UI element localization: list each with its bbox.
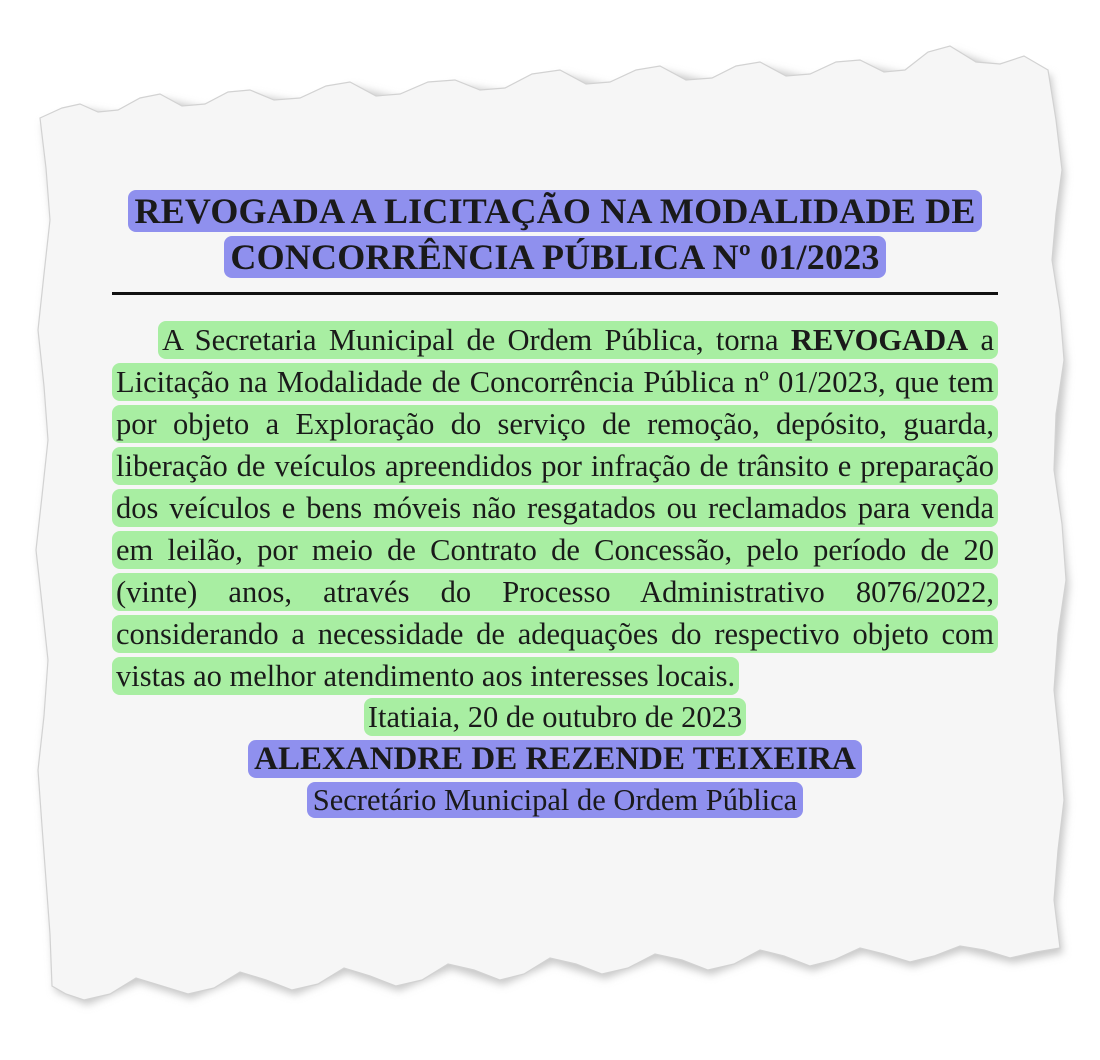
signer-role: Secretário Municipal de Ordem Pública xyxy=(307,782,803,818)
body-highlight xyxy=(112,321,998,695)
headline-divider xyxy=(112,292,998,295)
notice-document xyxy=(112,188,998,821)
notice-body xyxy=(112,319,998,697)
body-revoked-word: REVOGADA xyxy=(790,323,969,357)
headline-line-2: CONCORRÊNCIA PÚBLICA Nº 01/2023 xyxy=(224,236,885,278)
signature-block xyxy=(112,697,998,821)
headline-line-1: REVOGADA A LICITAÇÃO NA MODALIDADE DE xyxy=(128,190,981,232)
body-intro: A Secretaria Municipal de Ordem Pública, torna xyxy=(162,323,791,357)
notice-headline xyxy=(112,188,998,280)
signer-name: ALEXANDRE DE REZENDE TEIXEIRA xyxy=(248,740,862,778)
body-rest: a Licitação na Modalidade de Concorrência Pública nº 01/2023, que tem por objeto a Exploração do serviço de remoção, depósito, guarda, liberação de veículos apreendidos por infração de trânsito e preparação dos veículos e bens móveis não resgatados ou reclamados para venda em leilão, por meio de Contrato de Concessão, pelo período de 20 (vinte) anos, através do Processo Administrativo 8076/2022, considerando a necessidade de adequações do respectivo objeto com vistas ao melhor atendimento aos interesses locais. xyxy=(116,323,994,693)
place-date: Itatiaia, 20 de outubro de 2023 xyxy=(364,698,746,736)
